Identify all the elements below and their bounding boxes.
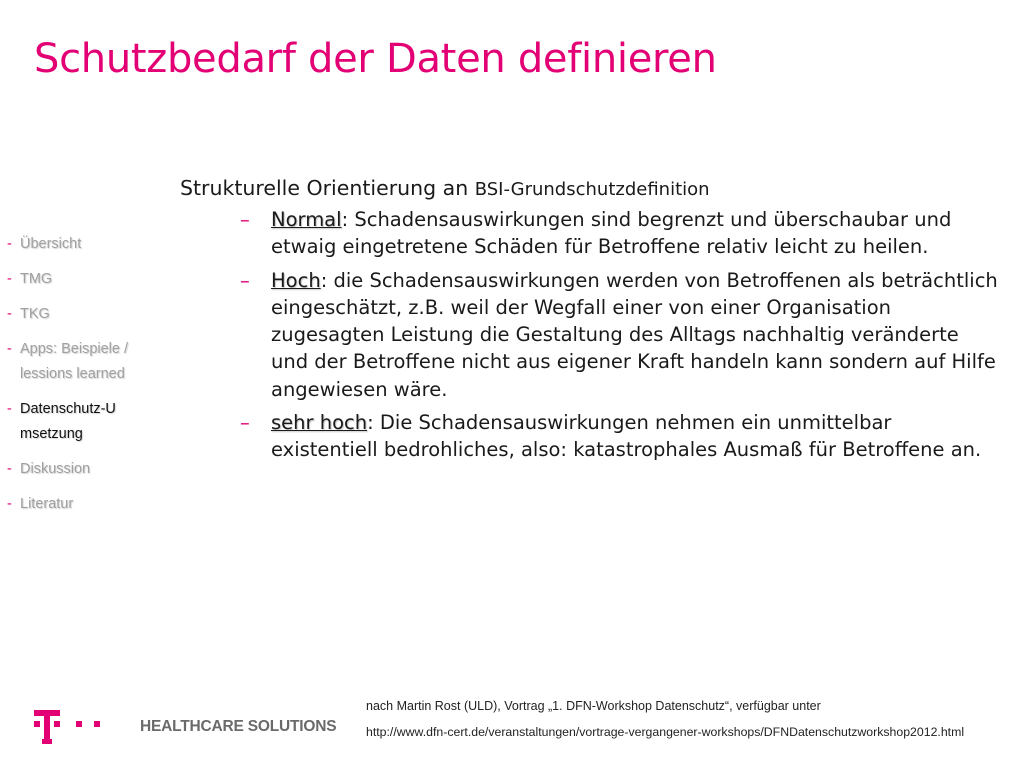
nav-item-uebersicht[interactable] bbox=[7, 232, 157, 257]
nav-item-apps[interactable] bbox=[7, 337, 157, 387]
level-item-hoch bbox=[180, 267, 1000, 403]
level-description: Schadensauswirkungen sind begrenzt und überschaubar und etwaig eingetretene Schäden für Betroffene relativ leicht zu heilen. bbox=[271, 208, 952, 259]
nav-item-label: Übersicht bbox=[20, 236, 82, 252]
nav-bullet: - bbox=[7, 306, 12, 322]
nav-item-datenschutz-umsetzung[interactable] bbox=[7, 397, 157, 447]
side-nav bbox=[7, 232, 157, 527]
telekom-t-logo-icon bbox=[34, 710, 104, 744]
intro-line bbox=[180, 172, 1000, 206]
dash-bullet: – bbox=[240, 411, 250, 435]
nav-item-label: Datenschutz-Umsetzung bbox=[20, 401, 116, 442]
level-term: sehr hoch bbox=[271, 411, 368, 435]
nav-item-literatur[interactable] bbox=[7, 492, 157, 517]
level-item-sehr-hoch bbox=[180, 409, 1000, 464]
nav-item-label: TMG bbox=[20, 271, 53, 287]
nav-bullet: - bbox=[7, 341, 12, 357]
nav-item-tkg[interactable] bbox=[7, 302, 157, 327]
intro-reference: BSI-Grundschutzdefinition bbox=[474, 179, 710, 200]
nav-bullet: - bbox=[7, 461, 12, 477]
nav-bullet: - bbox=[7, 236, 12, 252]
level-description: die Schadensauswirkungen werden von Betroffenen als beträchtlich eingeschätzt, z.B. weil der Wegfall einer von einer Organisation zugesagten Leistung die Gestaltung des Alltags nachhaltig veränderte und der Betroffene nicht aus eigener Kraft handeln kann sondern auf Hilfe angewiesen wäre. bbox=[271, 268, 998, 401]
slide-content bbox=[180, 172, 1000, 470]
nav-bullet: - bbox=[7, 401, 12, 417]
protection-levels-list bbox=[180, 206, 1000, 464]
level-colon: : bbox=[341, 208, 349, 231]
nav-item-label: Literatur bbox=[20, 496, 74, 512]
slide-title: Schutzbedarf der Daten definieren bbox=[34, 36, 717, 82]
nav-item-label: Apps: Beispiele / lessions learned bbox=[20, 341, 129, 382]
level-item-normal bbox=[180, 206, 1000, 261]
level-colon: : bbox=[367, 411, 374, 435]
nav-item-label: Diskussion bbox=[20, 461, 91, 477]
level-colon: : bbox=[320, 268, 328, 292]
brand-name: HEALTHCARE SOLUTIONS bbox=[140, 718, 337, 735]
nav-item-tmg[interactable] bbox=[7, 267, 157, 292]
nav-item-label: TKG bbox=[20, 306, 50, 322]
source-attribution: nach Martin Rost (ULD), Vortrag „1. DFN-Workshop Datenschutz“, verfügbar unter bbox=[366, 699, 821, 713]
dash-bullet: – bbox=[240, 268, 250, 292]
intro-text: Strukturelle Orientierung an bbox=[180, 176, 475, 200]
source-url[interactable]: http://www.dfn-cert.de/veranstaltungen/vortrage-vergangener-workshops/DFNDatenschutzworkshop2012.html bbox=[366, 725, 965, 739]
nav-item-diskussion[interactable] bbox=[7, 457, 157, 482]
nav-bullet: - bbox=[7, 271, 12, 287]
level-term: Hoch bbox=[271, 268, 321, 292]
level-term: Normal bbox=[271, 208, 342, 231]
level-description: Die Schadensauswirkungen nehmen ein unmittelbar existentiell bedrohliches, also: katastrophales Ausmaß für Betroffene an. bbox=[271, 411, 982, 462]
dash-bullet: – bbox=[240, 208, 250, 231]
nav-bullet: - bbox=[7, 496, 12, 512]
